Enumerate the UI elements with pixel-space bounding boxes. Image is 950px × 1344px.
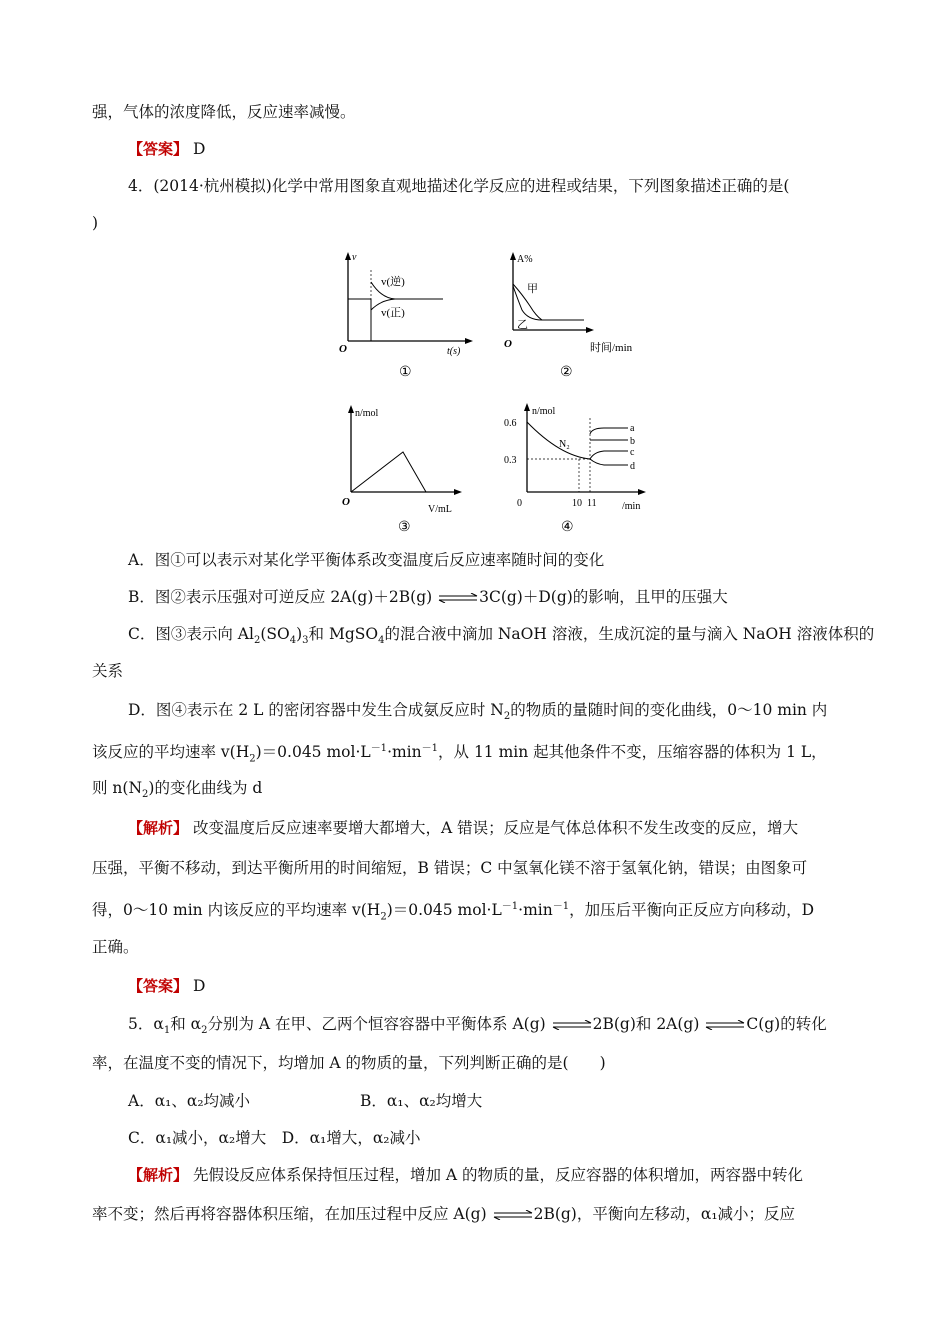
option-d-line2 (92, 739, 827, 769)
y-label: A% (517, 254, 533, 265)
origin-label: O (504, 338, 512, 350)
subscript: 4 (378, 635, 385, 647)
y-tick-0-3: 0.3 (504, 455, 517, 466)
analysis-1-line4 (92, 937, 139, 957)
subscript: 2 (503, 711, 511, 723)
label-top: v(逆) (381, 276, 405, 288)
text-span: ) (296, 625, 303, 643)
subscript: 4 (289, 635, 297, 647)
text-span: A．图①可以表示对某化学平衡体系改变温度后反应速率随时间的变化 (128, 551, 605, 569)
superscript: －1 (421, 743, 439, 754)
caption: ③ (398, 520, 411, 535)
text-span: 率，在温度不变的情况下，均增加 A 的物质的量，下列判断正确的是( ) (92, 1054, 606, 1072)
option-a (128, 550, 604, 570)
question-5-options-ab (128, 1091, 482, 1111)
text-line-1 (92, 102, 356, 122)
text-span: 3C(g)＋D(g)的影响，且甲的压强大 (479, 588, 728, 606)
text-span: 分别为 A 在甲、乙两个恒容容器中平衡体系 A(g) (207, 1015, 546, 1033)
x-arrow (454, 489, 462, 495)
option-d (128, 700, 827, 727)
question-5-line2 (92, 1053, 606, 1073)
figure-1 (335, 248, 475, 378)
question-5-line1 (128, 1014, 827, 1041)
option-d-line3 (92, 778, 262, 805)
origin-label: O (339, 343, 347, 355)
equilibrium-arrow (704, 1020, 746, 1030)
x-tick-10: 10 (572, 498, 582, 509)
branch-label-b: b (630, 436, 635, 447)
text-span: 改变温度后反应速率要增大都增大，A 错误；反应是气体总体积不发生改变的反应，增大 (192, 819, 799, 837)
text-span: 5．α (128, 1015, 164, 1033)
branch-c (590, 451, 628, 459)
branch-label-d: d (630, 461, 635, 472)
subscript: 2 (253, 635, 261, 647)
question-4-line2 (92, 213, 98, 233)
x-tick-11: 11 (587, 498, 597, 509)
text-span: B．图②表示压强对可逆反应 2A(g)＋2B(g) (128, 588, 433, 606)
label-bottom: v(正) (381, 307, 405, 319)
y-label: n/mol (355, 408, 379, 419)
text-span: ) (92, 214, 99, 232)
y-arrow (510, 252, 516, 260)
text-span: (SO (260, 625, 290, 643)
x-arrow (586, 327, 594, 333)
branch-d (590, 459, 628, 465)
y-label: v (352, 252, 357, 263)
branch-label-a: a (630, 423, 635, 434)
curve (351, 452, 426, 492)
equilibrium-arrow (437, 593, 479, 603)
figure-2 (500, 248, 650, 378)
subscript: 2 (249, 753, 256, 765)
superscript: －1 (501, 901, 519, 912)
y-label: n/mol (532, 406, 556, 417)
option-c (128, 624, 874, 651)
text-span: 正确。 (92, 938, 139, 956)
series-label: N₂ (559, 439, 570, 450)
analysis-tag: 【解析】 (128, 1166, 189, 1184)
x-label: /min (622, 501, 641, 512)
text-span: 和 α (170, 1015, 202, 1033)
superscript: －1 (370, 743, 388, 754)
analysis-1 (128, 818, 798, 838)
answer-value: D (192, 977, 206, 995)
option-b-text: B．α₁、α₂均增大 (360, 1092, 483, 1110)
subscript: 1 (163, 1025, 171, 1037)
x-arrow (638, 489, 646, 495)
subscript: 3 (302, 635, 309, 647)
y-tick-0-6: 0.6 (504, 418, 517, 429)
answer-value: D (192, 140, 206, 158)
analysis-tag: 【解析】 (128, 819, 189, 837)
text-span: )＝0.045 mol·L (255, 743, 371, 762)
text-span: )的变化曲线为 d (148, 779, 263, 797)
label-yi: 乙 (517, 319, 528, 331)
option-c-line2 (92, 661, 123, 681)
subscript: 2 (380, 911, 387, 923)
x-label: 时间/min (590, 342, 633, 354)
text-span: C．图③表示向 Al (128, 625, 254, 643)
answer-tag: 【答案】 (128, 977, 189, 995)
text-span: 的物质的量随时间的变化曲线，0～10 min 内 (510, 701, 828, 719)
curve-jia (513, 284, 584, 320)
subscript: 2 (201, 1025, 208, 1037)
answer-tag: 【答案】 (128, 140, 189, 158)
caption: ① (399, 365, 412, 378)
text-span: ，加压后平衡向正反应方向移动，D (569, 901, 815, 920)
text-span: C(g)的转化 (746, 1015, 827, 1033)
text-span: 2B(g)和 2A(g) (592, 1015, 700, 1033)
figure-4 (500, 400, 660, 535)
answer-1 (128, 139, 205, 159)
text-span: 2B(g)，平衡向左移动，α₁减小；反应 (533, 1205, 796, 1223)
text-span: )＝0.045 mol·L (386, 901, 502, 920)
text-span: ，从 11 min 起其他条件不变，压缩容器的体积为 1 L， (438, 743, 827, 762)
question-4-line1 (128, 176, 789, 196)
caption: ④ (561, 520, 574, 535)
analysis-2 (128, 1165, 803, 1185)
text-span: 先假设反应体系保持恒压过程，增加 A 的物质的量，反应容器的体积增加，两容器中转化 (192, 1166, 804, 1184)
x-tick-0: 0 (517, 498, 522, 509)
option-b (128, 587, 728, 607)
text-span: 和 MgSO (308, 625, 379, 643)
caption: ② (560, 365, 573, 378)
x-arrow (465, 338, 473, 344)
analysis-2-line2 (92, 1204, 795, 1224)
subscript: 2 (142, 789, 149, 801)
text-span: 的混合液中滴加 NaOH 溶液，生成沉淀的量与滴入 NaOH 溶液体积的 (384, 625, 875, 643)
text-span: ·min (387, 743, 422, 762)
superscript: －1 (552, 901, 570, 912)
equilibrium-arrow (492, 1210, 534, 1220)
answer-2 (128, 976, 205, 996)
origin-label: O (342, 496, 350, 508)
question-5-options-cd (128, 1128, 421, 1148)
analysis-1-line3 (92, 897, 814, 927)
text-span: 率不变；然后再将容器体积压缩，在加压过程中反应 A(g) (92, 1205, 487, 1223)
label-jia: 甲 (527, 283, 538, 295)
text-span: 该反应的平均速率 v(H (92, 743, 250, 762)
option-a-text: A．α₁、α₂均减小 (128, 1092, 251, 1110)
equilibrium-arrow (551, 1020, 593, 1030)
text-span: 得，0～10 min 内该反应的平均速率 v(H (92, 901, 381, 920)
analysis-1-line2 (92, 858, 807, 878)
text-span: 关系 (92, 662, 124, 680)
y-arrow (348, 405, 354, 413)
text-span: 强，气体的浓度降低，反应速率减慢。 (92, 103, 356, 121)
x-label: t(s) (447, 346, 461, 357)
y-arrow (524, 403, 530, 411)
text-span: ·min (518, 901, 553, 920)
text-span: 则 n(N (92, 779, 143, 797)
branch-a (590, 428, 628, 434)
x-label: V/mL (428, 504, 452, 515)
text-span: C．α₁减小，α₂增大 D．α₁增大，α₂减小 (128, 1129, 421, 1147)
text-span: 压强，平衡不移动，到达平衡所用的时间缩短，B 错误；C 中氢氧化镁不溶于氢氧化钠，错误；由图象可 (92, 859, 808, 877)
text-span: 4．(2014·杭州模拟)化学中常用图象直观地描述化学反应的进程或结果，下列图象描述正确的是( (128, 177, 790, 195)
figure-3 (338, 400, 468, 535)
y-arrow (345, 252, 351, 260)
text-span: D．图④表示在 2 L 的密闭容器中发生合成氨反应时 N (128, 701, 504, 719)
branch-label-c: c (630, 447, 635, 458)
